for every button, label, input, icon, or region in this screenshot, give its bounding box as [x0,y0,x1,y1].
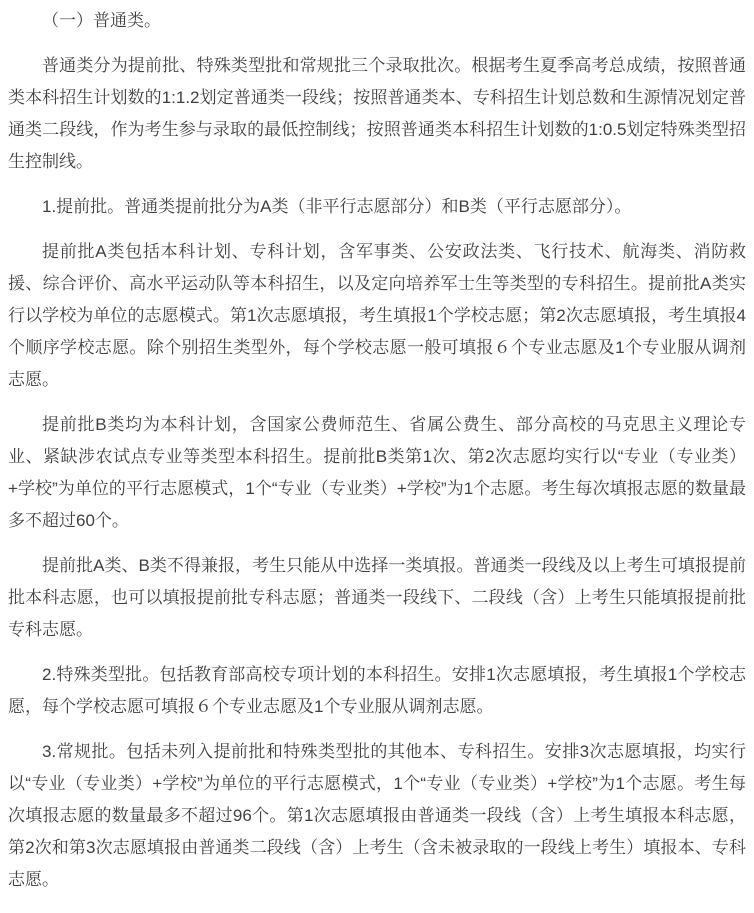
paragraph-advance-batch-intro: 1.提前批。普通类提前批分为A类（非平行志愿部分）和B类（平行志愿部分）。 [42,197,632,216]
paragraph-advance-batch-a: 提前批A类包括本科计划、专科计划，含军事类、公安政法类、飞行技术、航海类、消防救援、综合评价、高水平运动队等本科招生，以及定向培养军士生等类型的专科招生。提前批A类实行以学校为单位的志愿模式。第1次志愿填报，考生填报1个学校志愿；第2次志愿填报，考生填报4个顺序学校志愿。除个别招生类型外，每个学校志愿一般可填报６个专业志愿及1个专业服从调剂志愿。 [8,242,746,389]
paragraph-special-type-batch: 2.特殊类型批。包括教育部高校专项计划的本科招生。安排1次志愿填报，考生填报1个学校志愿，每个学校志愿可填报６个专业志愿及1个专业服从调剂志愿。 [8,665,746,716]
paragraph-advance-batch-b: 提前批B类均为本科计划，含国家公费师范生、省属公费生、部分高校的马克思主义理论专业、紧缺涉农试点专业等类型本科招生。提前批B类第1次、第2次志愿均实行以“专业（专业类）+学校”为单位的平行志愿模式，1个“专业（专业类）+学校”为1个志愿。考生每次填报志愿的数量最多不超过60个。 [8,415,746,530]
section-heading: （一）普通类。 [42,11,161,30]
paragraph-overview: 普通类分为提前批、特殊类型批和常规批三个录取批次。根据考生夏季高考总成绩，按照普通类本科招生计划数的1:1.2划定普通类一段线；按照普通类本、专科招生计划总数和生源情况划定普通类二段线，作为考生参与录取的最低控制线；按照普通类本科招生计划数的1:0.5划定特殊类型招生控制线。 [8,56,746,171]
paragraph-regular-batch: 3.常规批。包括未列入提前批和特殊类型批的其他本、专科招生。安排3次志愿填报，均实行以“专业（专业类）+学校”为单位的平行志愿模式，1个“专业（专业类）+学校”为1个志愿。考生每次填报志愿的数量最多不超过96个。第1次志愿填报由普通类一段线（含）上考生填报本科志愿，第2次和第3次志愿填报由普通类二段线（含）上考生（含未被录取的一段线上考生）填报本、专科志愿。 [8,742,746,889]
paragraph-advance-batch-rules: 提前批A类、B类不得兼报，考生只能从中选择一类填报。普通类一段线及以上考生可填报提前批本科志愿，也可以填报提前批专科志愿；普通类一段线下、二段线（含）上考生只能填报提前批专科志愿。 [8,556,746,639]
